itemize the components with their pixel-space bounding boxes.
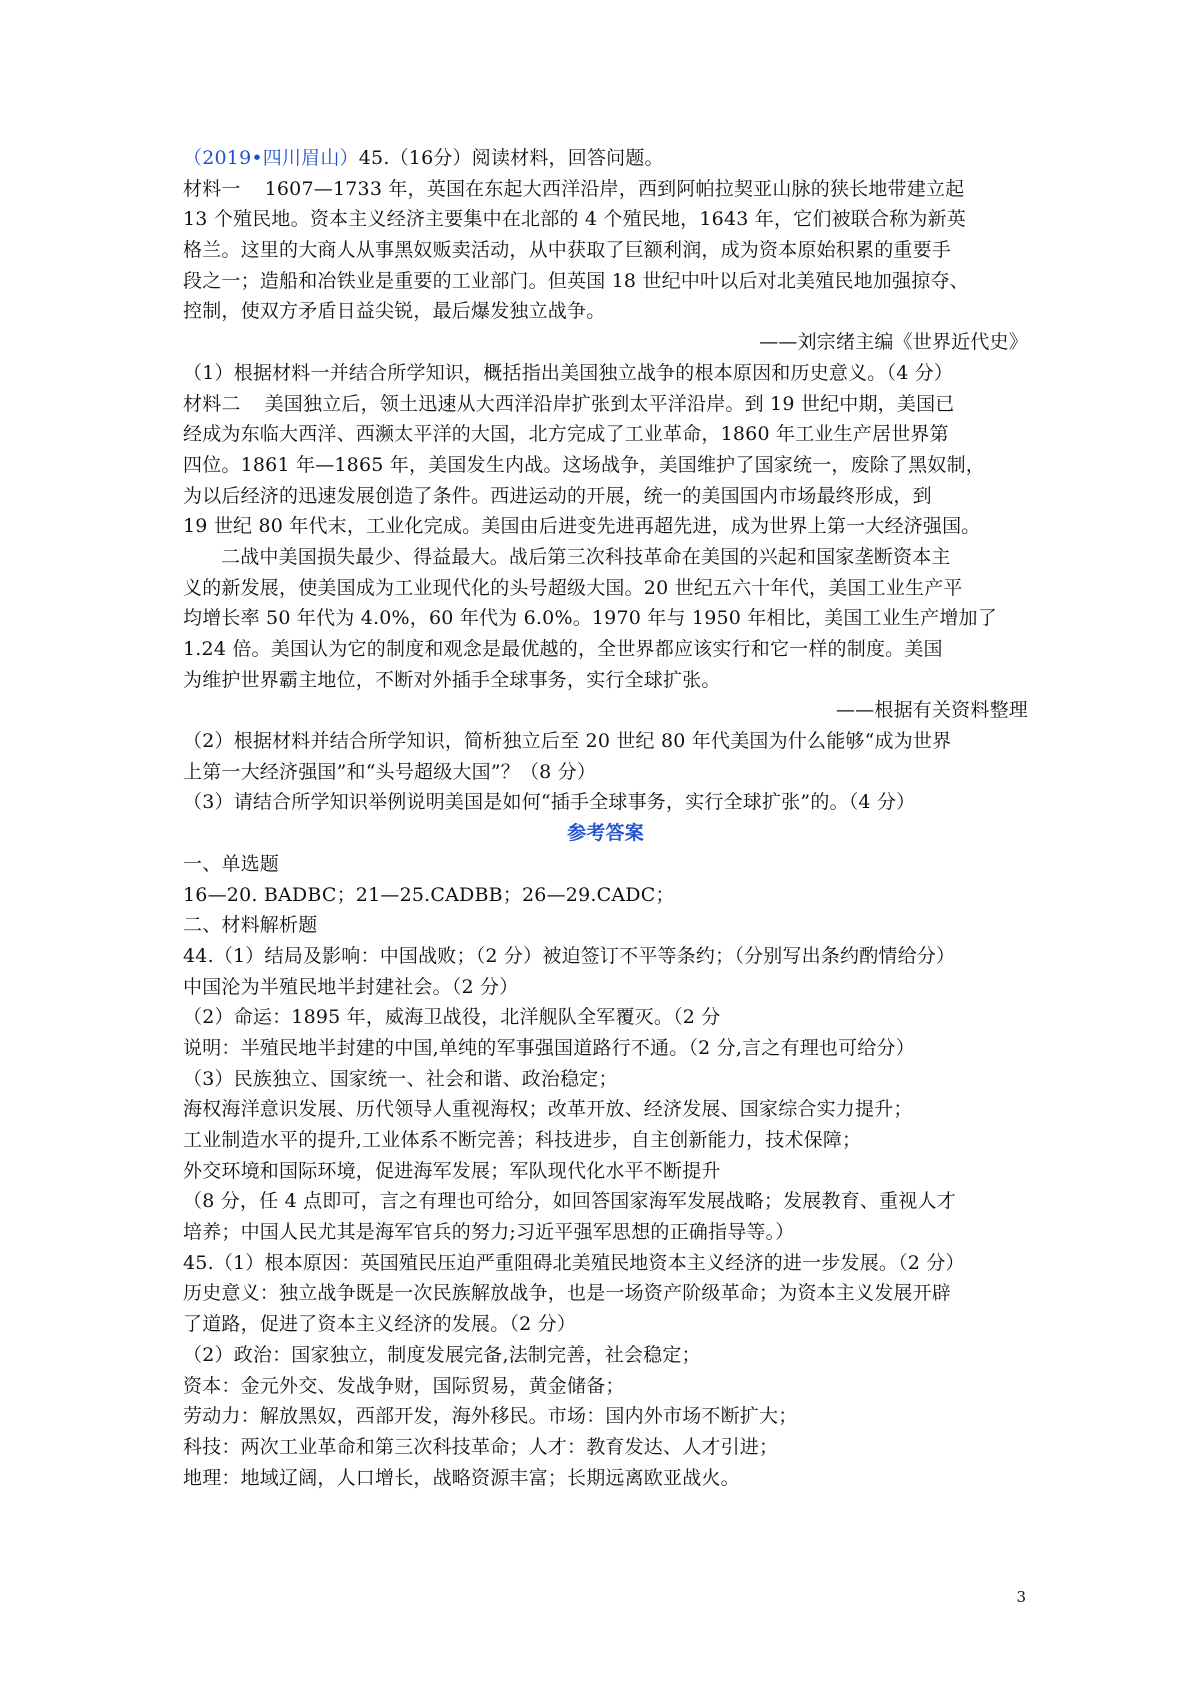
material1-line: [183, 174, 1028, 205]
material2-para2-line: 二战中美国损失最少、得益最大。战后第三次科技革命在美国的兴起和国家垄断资本主: [221, 545, 951, 568]
material2-line: [183, 389, 1028, 420]
answer-line: 地理：地域辽阔，人口增长，战略资源丰富；长期远离欧亚战火。: [183, 1466, 740, 1489]
answer-line: 资本：金元外交、发战争财，国际贸易，黄金储备；: [183, 1374, 625, 1397]
material1-line: 段之一；造船和冶铁业是重要的工业部门。但英国 18 世纪中叶以后对北美殖民地加强掠夺、: [183, 269, 969, 292]
answer-line: 了道路，促进了资本主义经济的发展。（2 分）: [183, 1313, 577, 1336]
source-tag: （2019•四川眉山）: [183, 147, 359, 169]
answer-line: 中国沦为半殖民地半封建社会。（2 分）: [183, 975, 519, 998]
material1-text: 1607—1733 年，英国在东起大西洋沿岸，西到阿帕拉契亚山脉的狭长地带建立起: [264, 177, 965, 200]
material2-para2-line: 为维护世界霸主地位，不断对外插手全球事务，实行全球扩张。: [183, 668, 721, 691]
answer-line: 一、单选题: [183, 852, 280, 875]
answer-line: （8 分，任 4 点即可，言之有理也可给分，如回答国家海军发展战略；发展教育、重视人才: [183, 1190, 956, 1213]
answer-line: 培养；中国人民尤其是海军官兵的努力;习近平强军思想的正确指导等。）: [183, 1221, 795, 1244]
page-number: 3: [1016, 1588, 1026, 1606]
answer-line: 科技：两次工业革命和第三次科技革命；人才：教育发达、人才引进；: [183, 1435, 779, 1458]
answer-line: 44.（1）结局及影响：中国战败；（2 分）被迫签订不平等条约；（分别写出条约酌情给分）: [183, 944, 956, 967]
material1-line: 控制，使双方矛盾日益尖锐，最后爆发独立战争。: [183, 300, 606, 323]
answer-line: 16—20. BADBC；21—25.CADBB；26—29.CADC；: [183, 883, 675, 906]
answer-line: （2）命运：1895 年，威海卫战役，北洋舰队全军覆灭。（2 分: [183, 1006, 721, 1029]
answer-line: （3）民族独立、国家统一、社会和谐、政治稳定；: [183, 1067, 618, 1090]
answer-line: 二、材料解析题: [183, 914, 318, 937]
sub-question-1: （1）根据材料一并结合所学知识，概括指出美国独立战争的根本原因和历史意义。（4 分）: [183, 361, 954, 384]
material2-label: 材料二: [183, 392, 241, 415]
question-header-text: 45.（16分）阅读材料，回答问题。: [358, 147, 664, 169]
material2-para2-line: 义的新发展，使美国成为工业现代化的头号超级大国。20 世纪五六十年代，美国工业生产平: [183, 576, 963, 599]
material1-line: 格兰。这里的大商人从事黑奴贩卖活动，从中获取了巨额利润，成为资本原始积累的重要手: [183, 239, 952, 262]
answers-heading: 参考答案: [567, 822, 644, 845]
material2-line: 四位。1861 年—1865 年，美国发生内战。这场战争，美国维护了国家统一，废除了黑奴制，: [183, 453, 985, 476]
material1-source: ——刘宗绪主编《世界近代史》: [759, 331, 1028, 354]
answer-line: （2）政治：国家独立，制度发展完备,法制完善，社会稳定；: [183, 1343, 701, 1366]
sub-question-2: （2）根据材料并结合所学知识，简析独立后至 20 世纪 80 年代美国为什么能够“成为世界: [183, 730, 952, 753]
sub-question-3: （3）请结合所学知识举例说明美国是如何“插手全球事务，实行全球扩张”的。（4 分）: [183, 791, 916, 814]
material2-para2-line: 1.24 倍。美国认为它的制度和观念是最优越的，全世界都应该实行和它一样的制度。美国: [183, 638, 943, 660]
answer-line: 历史意义：独立战争既是一次民族解放战争，也是一场资产阶级革命；为资本主义发展开辟: [183, 1282, 952, 1305]
answer-line: 外交环境和国际环境，促进海军发展；军队现代化水平不断提升: [183, 1159, 721, 1182]
material2-source: ——根据有关资料整理: [835, 699, 1028, 722]
material1-line: 13 个殖民地。资本主义经济主要集中在北部的 4 个殖民地，1643 年，它们被联合称为新英: [183, 208, 966, 231]
page-content: [183, 143, 1028, 1493]
material1-label: 材料一: [183, 177, 241, 200]
material2-para2-line: 均增长率 50 年代为 4.0%，60 年代为 6.0%。1970 年与 1950 年相比，美国工业生产增加了: [183, 607, 997, 630]
answer-line: 海权海洋意识发展、历代领导人重视海权；改革开放、经济发展、国家综合实力提升；: [183, 1098, 913, 1121]
answer-line: 工业制造水平的提升,工业体系不断完善；科技进步，自主创新能力，技术保障；: [183, 1129, 862, 1151]
answer-line: 劳动力：解放黑奴，西部开发，海外移民。市场：国内外市场不断扩大；: [183, 1405, 798, 1428]
sub-question-2-cont: 上第一大经济强国”和“头号超级大国”？（8 分）: [183, 760, 597, 783]
answer-line: 45.（1）根本原因：英国殖民压迫严重阻碍北美殖民地资本主义经济的进一步发展。（2 分）: [183, 1251, 965, 1274]
material2-text: 美国独立后，领土迅速从大西洋沿岸扩张到太平洋沿岸。到 19 世纪中期，美国已: [264, 392, 955, 415]
question-header: [183, 143, 1028, 174]
material2-line: 经成为东临大西洋、西濒太平洋的大国，北方完成了工业革命，1860 年工业生产居世界第: [183, 423, 949, 446]
material2-line: 为以后经济的迅速发展创造了条件。西进运动的开展，统一的美国国内市场最终形成，到: [183, 484, 932, 507]
material2-line: 19 世纪 80 年代末，工业化完成。美国由后进变先进再超先进，成为世界上第一大经济强国。: [183, 515, 981, 538]
answer-line: 说明：半殖民地半封建的中国,单纯的军事强国道路行不通。（2 分,言之有理也可给分）: [183, 1036, 915, 1059]
